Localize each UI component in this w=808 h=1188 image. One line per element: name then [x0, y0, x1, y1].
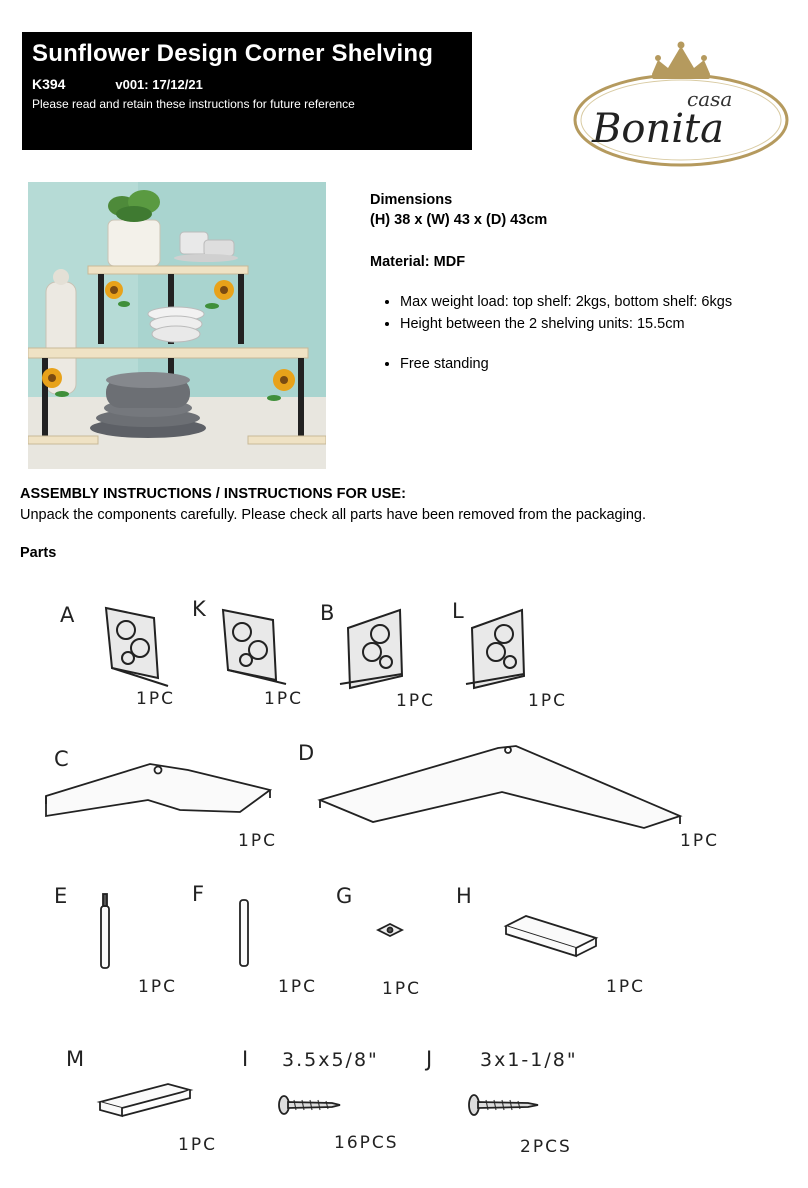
spec-bullet: • Height between the 2 shelving units: 15.5cm	[400, 314, 760, 334]
version-label: v001: 17/12/21	[115, 77, 203, 92]
part-qty: 1PC	[264, 689, 303, 709]
part-qty: 1PC	[680, 831, 719, 851]
part-qty: 1PC	[178, 1135, 217, 1155]
part-letter: A	[60, 603, 75, 627]
nut-g-drawing	[378, 924, 402, 936]
part-letter: L	[452, 599, 464, 623]
part-letter: I	[242, 1047, 249, 1071]
part-qty: 1PC	[238, 831, 277, 851]
crown-icon	[652, 42, 710, 80]
assembly-heading: ASSEMBLY INSTRUCTIONS / INSTRUCTIONS FOR USE:	[20, 486, 406, 502]
parts-heading: Parts	[20, 545, 57, 561]
bracket-a-drawing	[106, 608, 168, 686]
block-m-drawing	[100, 1084, 190, 1116]
spec-bullet: • Free standing	[400, 354, 760, 374]
part-qty: 1PC	[138, 977, 177, 997]
part-letter: K	[192, 597, 206, 621]
part-letter: G	[336, 884, 353, 908]
retain-note: Please read and retain these instructions for future reference	[32, 97, 355, 111]
shelf-d-drawing	[320, 746, 680, 828]
product-photo	[28, 182, 326, 469]
part-letter: E	[54, 884, 68, 908]
logo-brand-text: Bonita	[592, 106, 724, 152]
dimensions-label: Dimensions	[370, 192, 453, 208]
part-size: 3.5x5/8"	[282, 1049, 379, 1071]
pole-f-drawing	[240, 900, 248, 966]
part-size: 3x1-1/8"	[480, 1049, 578, 1071]
bracket-k-drawing	[223, 610, 286, 684]
material-label: Material: MDF	[370, 254, 466, 270]
casa-bonita-logo	[572, 38, 790, 168]
bracket-b-drawing	[340, 610, 402, 688]
part-letter: C	[54, 747, 69, 771]
spec-bullet: • Max weight load: top shelf: 2kgs, bottom shelf: 6kgs	[400, 292, 760, 312]
part-letter: D	[298, 741, 315, 765]
block-h-drawing	[506, 916, 596, 956]
product-title: Sunflower Design Corner Shelving	[32, 40, 434, 67]
part-letter: H	[456, 884, 472, 908]
logo-small-text: casa	[687, 87, 733, 111]
plant-pot	[108, 190, 160, 266]
part-qty: 1PC	[382, 979, 421, 999]
part-qty: 1PC	[136, 689, 175, 709]
product-code: K394	[32, 76, 66, 92]
screw-j-drawing	[469, 1095, 538, 1115]
pole-e-drawing	[101, 894, 109, 968]
bracket-l-drawing	[466, 610, 524, 688]
title-block	[22, 32, 472, 150]
part-letter: J	[426, 1047, 433, 1071]
spec-bullets	[370, 292, 760, 374]
part-qty: 1PC	[606, 977, 645, 997]
assembly-text: Unpack the components carefully. Please check all parts have been removed from the packaging.	[20, 507, 646, 523]
shelf-c-drawing	[46, 764, 270, 816]
part-qty: 1PC	[278, 977, 317, 997]
part-letter: B	[320, 601, 335, 625]
part-qty: 16PCS	[334, 1133, 399, 1153]
part-letter: F	[192, 882, 205, 906]
dimensions-value: (H) 38 x (W) 43 x (D) 43cm	[370, 212, 548, 228]
parts-diagram	[28, 578, 790, 1178]
assembly-section	[20, 484, 790, 526]
part-qty: 2PCS	[520, 1137, 572, 1157]
screw-i-drawing	[279, 1096, 340, 1114]
product-code-row	[32, 76, 462, 93]
part-qty: 1PC	[528, 691, 567, 711]
specifications	[370, 190, 760, 376]
part-letter: M	[66, 1047, 85, 1071]
part-qty: 1PC	[396, 691, 435, 711]
